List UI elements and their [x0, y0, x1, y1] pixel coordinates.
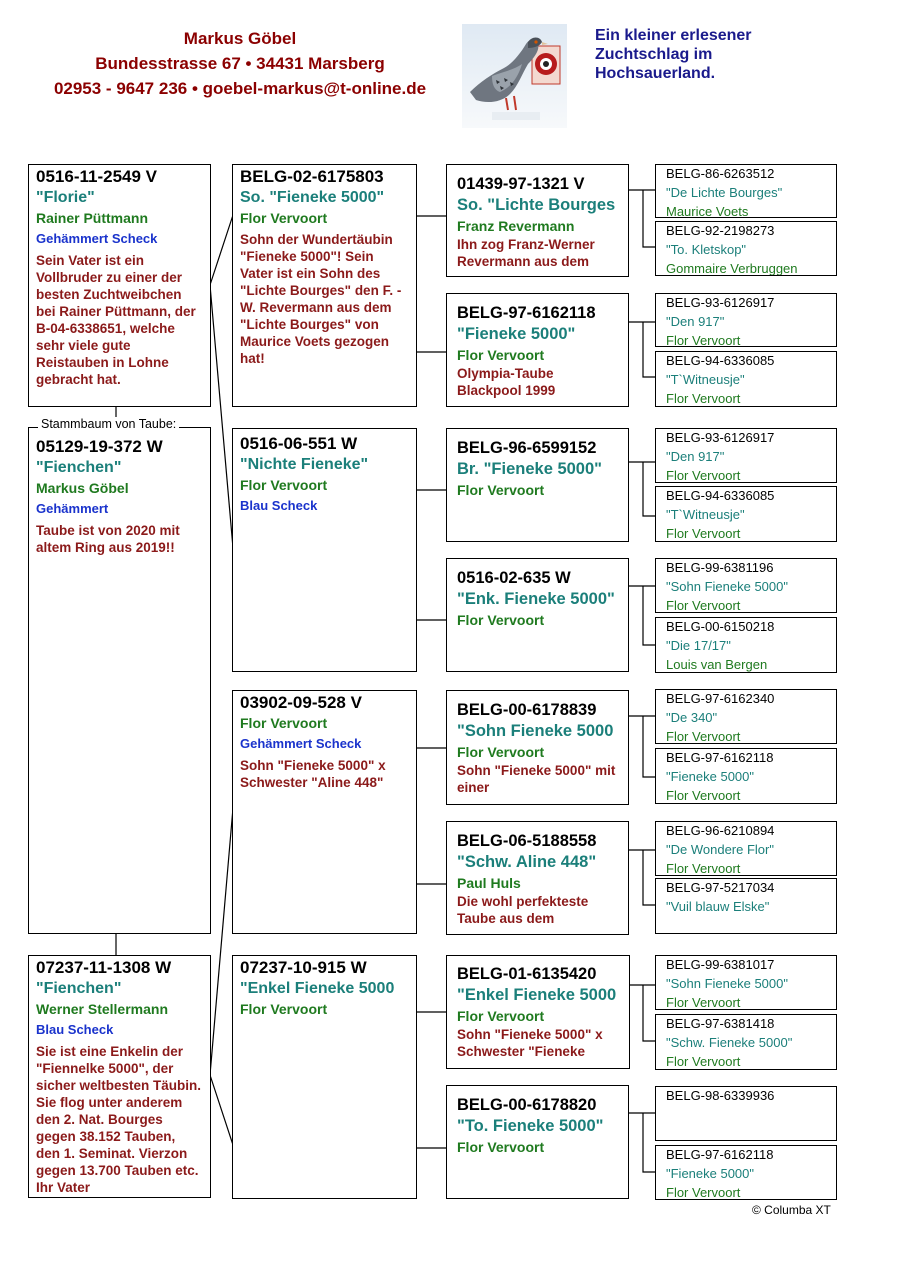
ancestor-card[interactable]	[655, 1014, 837, 1070]
pigeon-name: "De 340"	[666, 710, 718, 725]
pigeon-name: "De Lichte Bourges"	[666, 185, 783, 200]
remark: Sohn "Fieneke 5000" x Schwester "Aline 448"	[240, 758, 386, 790]
pigeon-name: "Den 917"	[666, 314, 725, 329]
pigeon-name: "Fieneke 5000"	[666, 1166, 755, 1181]
owner: Werner Stellermann	[36, 1001, 169, 1017]
ring-number: 03902-09-528 V	[240, 693, 362, 712]
ancestor-card[interactable]	[655, 164, 837, 218]
pigeon-name: "To. Kletskop"	[666, 242, 747, 257]
pigeon-name: "Schw. Aline 448"	[457, 853, 597, 871]
ancestor-card[interactable]	[655, 486, 837, 542]
grandparent-card[interactable]	[232, 428, 417, 672]
pigeon-name: "Fienchen"	[36, 980, 122, 997]
owner: Markus Göbel	[36, 480, 129, 496]
dam-card[interactable]	[28, 955, 211, 1198]
remark: Olympia-Taube Blackpool 1999	[457, 366, 556, 398]
great-grandparent-card[interactable]	[446, 164, 629, 277]
owner: Flor Vervoort	[457, 482, 545, 498]
pigeon-name: "Schw. Fieneke 5000"	[666, 1035, 793, 1050]
slogan-line-3: Hochsauerland.	[595, 65, 716, 82]
subject-card[interactable]	[28, 427, 211, 934]
ring-number: BELG-98-6339936	[666, 1088, 775, 1103]
ring-number: BELG-02-6175803	[240, 167, 384, 186]
pigeon-name: "Die 17/17"	[666, 638, 731, 653]
copyright: © Columba XT	[752, 1203, 831, 1217]
pigeon-name: "T`Witneusje"	[666, 372, 745, 387]
owner: Maurice Voets	[666, 204, 749, 218]
pedigree-label: Stammbaum von Taube:	[38, 417, 179, 431]
pigeon-name: "Enkel Fieneke 5000	[457, 986, 617, 1004]
pigeon-name: "De Wondere Flor"	[666, 842, 774, 857]
owner: Gommaire Verbruggen	[666, 261, 798, 276]
pigeon-name: "Enkel Fieneke 5000	[240, 980, 395, 997]
owner: Flor Vervoort	[240, 210, 328, 226]
ring-number: BELG-96-6210894	[666, 823, 775, 838]
pigeon-name: So. "Fieneke 5000"	[240, 189, 385, 206]
pigeon-name: "Sohn Fieneke 5000	[457, 722, 614, 740]
owner: Flor Vervoort	[457, 612, 545, 628]
pigeon-name: "Florie"	[36, 189, 95, 206]
ancestor-card[interactable]	[655, 1145, 837, 1200]
pigeon-name: "Sohn Fieneke 5000"	[666, 976, 788, 991]
owner: Flor Vervoort	[666, 391, 741, 406]
ring-number: BELG-93-6126917	[666, 430, 775, 445]
ancestor-card[interactable]	[655, 221, 837, 276]
ring-number: 0516-11-2549 V	[36, 167, 157, 186]
owner: Flor Vervoort	[666, 788, 741, 803]
ring-number: BELG-97-6162118	[457, 304, 596, 322]
pigeon-name: "Enk. Fieneke 5000"	[457, 590, 615, 608]
pigeon-name: "Fienchen"	[36, 459, 122, 476]
ancestor-card[interactable]	[655, 689, 837, 744]
pigeon-name: Br. "Fieneke 5000"	[457, 460, 602, 478]
ring-number: BELG-86-6263512	[666, 166, 775, 181]
ring-number: BELG-97-6162118	[666, 750, 774, 765]
color: Blau Scheck	[240, 498, 318, 513]
ring-number: BELG-93-6126917	[666, 295, 775, 310]
owner: Flor Vervoort	[666, 468, 741, 483]
pigeon-name: "Vuil blauw Elske"	[666, 899, 770, 914]
great-grandparent-card[interactable]	[446, 293, 629, 407]
ring-number: BELG-01-6135420	[457, 965, 597, 983]
owner: Flor Vervoort	[666, 598, 741, 613]
pigeon-name: "Nichte Fieneke"	[240, 456, 369, 473]
ring-number: BELG-94-6336085	[666, 488, 775, 503]
grandparent-card[interactable]	[232, 690, 417, 934]
remark: Die wohl perfekteste Taube aus dem	[457, 894, 589, 926]
ring-number: BELG-96-6599152	[457, 439, 597, 457]
ring-number: 07237-10-915 W	[240, 958, 367, 977]
grandparent-card[interactable]	[232, 164, 417, 407]
owner: Flor Vervoort	[457, 1139, 545, 1155]
ring-number: 0516-06-551 W	[240, 434, 358, 453]
ring-number: BELG-99-6381196	[666, 560, 774, 575]
owner: Louis van Bergen	[666, 657, 768, 672]
ancestor-card[interactable]	[655, 351, 837, 407]
owner: Flor Vervoort	[666, 995, 741, 1010]
owner: Flor Vervoort	[240, 477, 328, 493]
ancestor-card[interactable]	[655, 748, 837, 804]
owner: Flor Vervoort	[666, 526, 741, 541]
ring-number: 01439-97-1321 V	[457, 175, 585, 193]
owner: Franz Revermann	[457, 218, 575, 234]
slogan-line-2: Zuchtschlag im	[595, 46, 713, 63]
ancestor-card[interactable]	[655, 617, 837, 673]
ring-number: BELG-97-6162340	[666, 691, 775, 706]
remark: Sohn "Fieneke 5000" mit einer	[457, 763, 616, 795]
slogan-line-1: Ein kleiner erlesener	[595, 27, 752, 44]
remark: Taube ist von 2020 mit altem Ring aus 2019!!	[36, 523, 180, 555]
pigeon-name: "Fieneke 5000"	[457, 325, 576, 343]
ring-number: BELG-94-6336085	[666, 353, 775, 368]
breeder-name: Markus Göbel	[183, 29, 297, 48]
remark: Sohn der Wundertäubin "Fieneke 5000"! Sein Vater ist ein Sohn des "Lichte Bourges" den F. -W. Revermann aus dem "Lichte Bourges" von Maurice Voets gezogen hat!	[240, 232, 402, 366]
sire-card[interactable]	[28, 164, 211, 407]
remark: Sein Vater ist ein Vollbruder zu einer der besten Zuchtweibchen bei Rainer Püttmann, der B-04-6338651, welche sehr viele gute Reistauben in Lohne gebracht hat.	[36, 253, 196, 387]
pigeon-name: "To. Fieneke 5000"	[457, 1117, 604, 1135]
pigeon-name: "Fieneke 5000"	[666, 769, 755, 784]
owner: Flor Vervoort	[240, 715, 328, 731]
ring-number: 07237-11-1308 W	[36, 958, 172, 977]
owner: Flor Vervoort	[457, 1008, 545, 1024]
owner: Flor Vervoort	[666, 333, 741, 347]
ring-number: BELG-97-6162118	[666, 1147, 774, 1162]
ring-number: 0516-02-635 W	[457, 569, 571, 587]
remark: Sohn "Fieneke 5000" x Schwester "Fieneke	[457, 1027, 603, 1059]
owner: Flor Vervoort	[666, 861, 741, 876]
breeder-contact: 02953 - 9647 236 • goebel-markus@t-online.de	[53, 79, 427, 98]
pigeon-name: "Sohn Fieneke 5000"	[666, 579, 788, 594]
ancestor-card[interactable]	[655, 1086, 837, 1141]
color: Gehämmert Scheck	[36, 231, 158, 246]
color: Gehämmert Scheck	[240, 736, 362, 751]
ring-number: BELG-97-6381418	[666, 1016, 775, 1031]
owner: Rainer Püttmann	[36, 210, 149, 226]
ring-number: BELG-92-2198273	[666, 223, 775, 238]
ring-number: BELG-06-5188558	[457, 832, 597, 850]
ancestor-card[interactable]	[655, 821, 837, 876]
owner: Flor Vervoort	[457, 347, 545, 363]
ancestor-card[interactable]	[655, 955, 837, 1010]
ring-number: BELG-00-6178820	[457, 1096, 597, 1114]
color: Blau Scheck	[36, 1022, 114, 1037]
great-grandparent-card[interactable]	[446, 821, 629, 935]
great-grandparent-card[interactable]	[446, 955, 630, 1069]
ring-number: BELG-00-6178839	[457, 701, 597, 719]
ancestor-card[interactable]	[655, 558, 837, 613]
remark: Sie ist eine Enkelin der "Fiennelke 5000", der sicher weltbesten Täubin. Sie flog unter anderem den 2. Nat. Bourges gegen 38.152 Tauben, den 1. Seminat. Vierzon gegen 13.700 Tauben etc. Ihr Vater	[36, 1044, 202, 1195]
great-grandparent-card[interactable]	[446, 428, 629, 542]
great-grandparent-card[interactable]	[446, 690, 629, 805]
pigeon-name: "Den 917"	[666, 449, 725, 464]
owner: Flor Vervoort	[666, 729, 741, 744]
ring-number: BELG-00-6150218	[666, 619, 775, 634]
ring-number: BELG-99-6381017	[666, 957, 775, 972]
remark: Ihn zog Franz-Werner Revermann aus dem	[457, 237, 595, 269]
ancestor-card[interactable]	[655, 293, 837, 347]
owner: Flor Vervoort	[457, 744, 545, 760]
owner: Flor Vervoort	[666, 1054, 741, 1069]
owner: Paul Huls	[457, 875, 521, 891]
owner: Flor Vervoort	[666, 1185, 741, 1200]
great-grandparent-card[interactable]	[446, 558, 629, 672]
ancestor-card[interactable]	[655, 878, 837, 934]
ring-number: BELG-97-5217034	[666, 880, 775, 895]
grandparent-card[interactable]	[232, 955, 417, 1199]
ancestor-card[interactable]	[655, 428, 837, 483]
ring-number: 05129-19-372 W	[36, 437, 163, 456]
owner: Flor Vervoort	[240, 1001, 328, 1017]
pigeon-name: "T`Witneusje"	[666, 507, 745, 522]
pigeon-name: So. "Lichte Bourges	[457, 196, 616, 214]
color: Gehämmert	[36, 501, 109, 516]
breeder-address: Bundesstrasse 67 • 34431 Marsberg	[95, 54, 385, 73]
great-grandparent-card[interactable]	[446, 1085, 629, 1199]
